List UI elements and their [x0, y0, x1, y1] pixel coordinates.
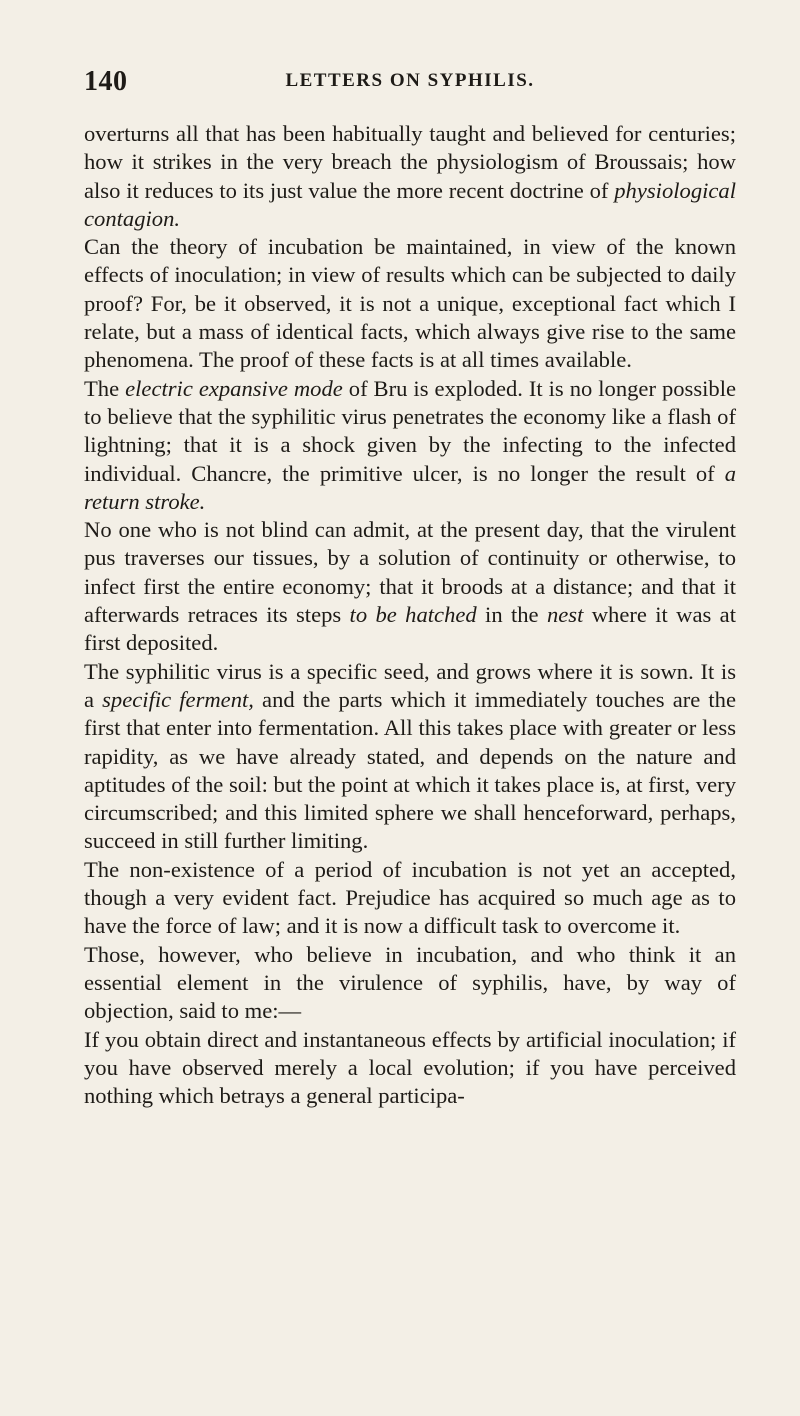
- paragraph: [84, 375, 736, 516]
- italic-text: nest: [546, 602, 584, 628]
- text-run: No one who is not blind can admit, at the present day, that the virulent pus traverses our tissues, by a solution of continuity or otherwise, to infect first the entire economy; that it broods at a distance; and that it afterwards retraces its steps: [84, 517, 736, 628]
- paragraph: [84, 1026, 736, 1111]
- text-run: Those, however, who believe in incubation, and who think it an essential element in the virulence of syphilis, have, by way of objection, said to me:—: [84, 941, 736, 1024]
- paragraph: [84, 233, 736, 374]
- text-run: of Bru is exploded. It is no longer possible to believe that the syphilitic virus penetrates the economy like a flash of lightning; that it is a shock given by the infecting to the infected individual. Chancre, the primitive ulcer, is no longer the result of: [84, 375, 737, 486]
- text-run: Can the theory of incubation be maintained, in view of the known effects of inoculation; in view of results which can be subjected to daily proof? For, be it observed, it is not a unique, exceptional fact which I relate, but a mass of identical facts, which always give rise to the same phenomena. The proof of these facts is at all times available.: [84, 234, 736, 373]
- running-head: [84, 66, 736, 106]
- text-run: The syphilitic virus is a specific seed, and grows where it is sown. It is a: [84, 658, 736, 712]
- text-run: in the: [476, 602, 547, 628]
- text-run: The non-existence of a period of incubation is not yet an accepted, though a very evident fact. Prejudice has acquired so much age as to have the force of law; and it is now a difficult task to overcome it.: [84, 856, 736, 939]
- text-run: and the parts which it immediately touches are the first that enter into fermentation. All this takes place with greater or less rapidity, as we have already stated, and depends on the nature and aptitudes of the soil: but the point at which it takes place is, at first, very circumscribed; and this limited sphere we shall henceforward, perhaps, succeed in still further limiting.: [84, 686, 736, 854]
- italic-text: to be hatched: [349, 602, 477, 628]
- italic-text: a return stroke.: [84, 460, 736, 514]
- page-number: 140: [84, 66, 128, 97]
- text-run: overturns all that has been habitually taught and believed for centuries; how it strikes in the very breach the physiologism of Broussais; how also it reduces to its just value the more recent doctrine of: [84, 121, 736, 203]
- paragraph: [84, 941, 736, 1026]
- text-run: If you obtain direct and instantaneous effects by artificial inoculation; if you have observed merely a local evolution; if you have perceived nothing which betrays a general participa-: [84, 1026, 736, 1109]
- italic-text: specific ferment,: [102, 686, 254, 712]
- text-run: where it was at first deposited.: [84, 602, 736, 656]
- running-title: LETTERS ON SYPHILIS.: [285, 70, 535, 91]
- italic-text: physiological contagion.: [84, 177, 736, 231]
- paragraph: [84, 516, 736, 657]
- paragraph: [84, 658, 736, 856]
- paragraph: [84, 120, 736, 233]
- italic-text: electric expansive mode: [125, 375, 343, 401]
- body-text: [84, 120, 736, 1110]
- paragraph: [84, 856, 736, 941]
- text-run: The: [84, 375, 126, 401]
